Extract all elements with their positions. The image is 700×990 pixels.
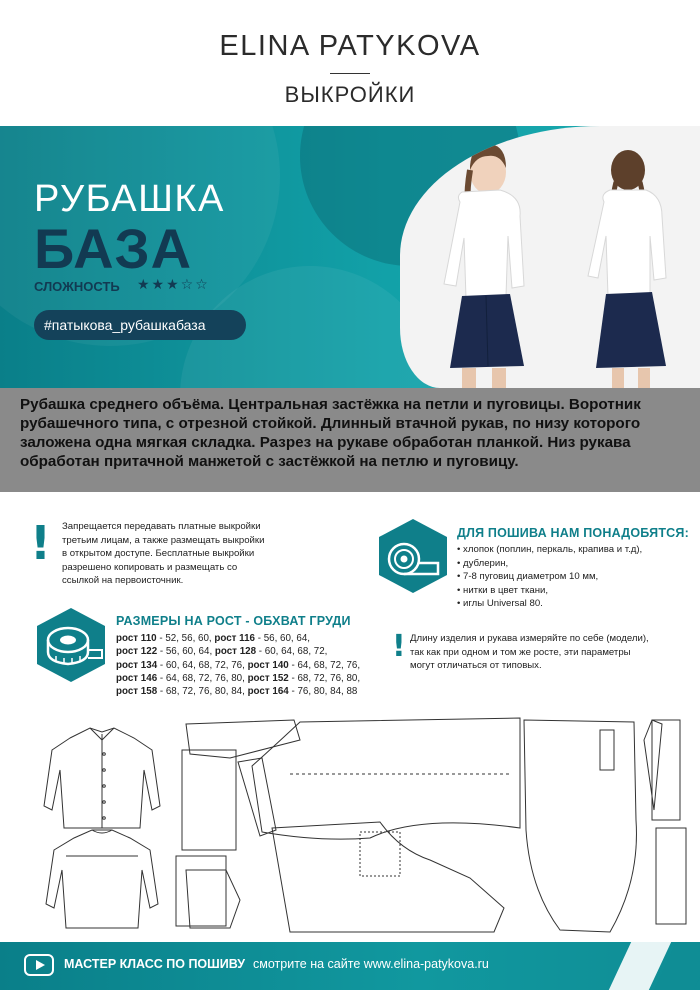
header-subtitle: ВЫКРОЙКИ <box>284 82 416 107</box>
pattern-back <box>272 822 504 932</box>
exclamation-icon: ! <box>392 629 406 664</box>
list-item: рост 146 - 64, 68, 72, 76, 80, рост 152 - 68, 72, 76, 80, <box>116 672 361 684</box>
masterclass-label: МАСТЕР КЛАСС ПО ПОШИВУ <box>64 957 246 971</box>
pattern-strip <box>652 720 680 820</box>
difficulty-stars: ★★★☆☆ <box>137 276 210 292</box>
girl-front-figure <box>444 144 524 388</box>
hero-title-line2: БАЗА <box>34 217 193 280</box>
list-item: рост 158 - 68, 72, 76, 80, 84, рост 164 - 76, 80, 84, 88 <box>116 686 358 698</box>
shirt-front-sketch <box>44 728 160 828</box>
sizes-title: РАЗМЕРЫ НА РОСТ - ОБХВАТ ГРУДИ <box>116 614 351 628</box>
description-text: Рубашка среднего объёма. Центральная застёжка на петли и пуговицы. Воротник рубашечного типа, с отрезной стойкой. Длинный втачной рукав, по низу которого заложена одна мягкая складка. Разрез на рукаве обработан планкой. Низ рукава обработан притачной манжетой с застёжкой на петлю и пуговицу. <box>20 396 641 470</box>
description-band <box>0 388 700 492</box>
difficulty-label: СЛОЖНОСТЬ <box>34 279 120 294</box>
fabric-roll-icon <box>374 517 452 595</box>
footer-text[interactable] <box>64 957 489 971</box>
measuring-tape-icon <box>32 606 110 684</box>
list-item: рост 122 - 56, 60, 64, рост 128 - 60, 64, 68, 72, <box>116 646 328 658</box>
list-item: рост 134 - 60, 64, 68, 72, 76, рост 140 - 64, 68, 72, 76, <box>116 659 361 671</box>
pattern-placket <box>186 870 240 928</box>
measure-note-text: Длину изделия и рукава измеряйте по себе (модели), так как при одном и том же росте, эти параметры могут отличаться от типовых. <box>410 633 649 671</box>
shirt-back-sketch <box>46 830 158 928</box>
pattern-sketches <box>0 710 700 938</box>
website-link[interactable]: смотрите на сайте www.elina-patykova.ru <box>253 957 489 971</box>
play-icon[interactable] <box>24 954 54 976</box>
sizes-table <box>116 632 386 698</box>
brand-name: ELINA PATYKOVA <box>219 30 481 62</box>
pattern-cuff <box>182 750 236 850</box>
list-item: • нитки в цвет ткани, <box>457 584 549 596</box>
materials-list <box>457 543 687 611</box>
brand-divider <box>330 73 370 74</box>
list-item: • иглы Universal 80. <box>457 598 543 609</box>
pattern-stand <box>176 856 226 926</box>
girl-back-figure <box>588 150 666 388</box>
pattern-collar <box>186 720 300 758</box>
list-item: рост 110 - 52, 56, 60, рост 116 - 56, 60, 64, <box>116 633 310 644</box>
pattern-front <box>524 720 636 932</box>
list-item: • 7-8 пуговиц диаметром 10 мм, <box>457 571 599 582</box>
list-item: • дублерин, <box>457 557 509 569</box>
list-item: • хлопок (поплин, перкаль, крапива и т.д), <box>457 544 643 555</box>
hashtag-pill: #патыкова_рубашкабаза <box>34 310 246 340</box>
materials-title: ДЛЯ ПОШИВА НАМ ПОНАДОБЯТСЯ: <box>457 526 689 540</box>
hero-title-line1: РУБАШКА <box>34 178 225 220</box>
hero-banner <box>0 126 700 388</box>
header <box>0 0 700 126</box>
exclamation-icon: ! <box>30 516 51 570</box>
notice-text: Запрещается передавать платные выкройки третьим лицам, а также размещать выкройки в открытом доступе. Бесплатные выкройки разрешено копировать и размещать со ссылкой на первоисточник. <box>62 521 265 586</box>
footer-bar[interactable] <box>0 942 700 990</box>
pattern-sleeve <box>252 718 520 839</box>
pattern-strip <box>656 828 686 924</box>
